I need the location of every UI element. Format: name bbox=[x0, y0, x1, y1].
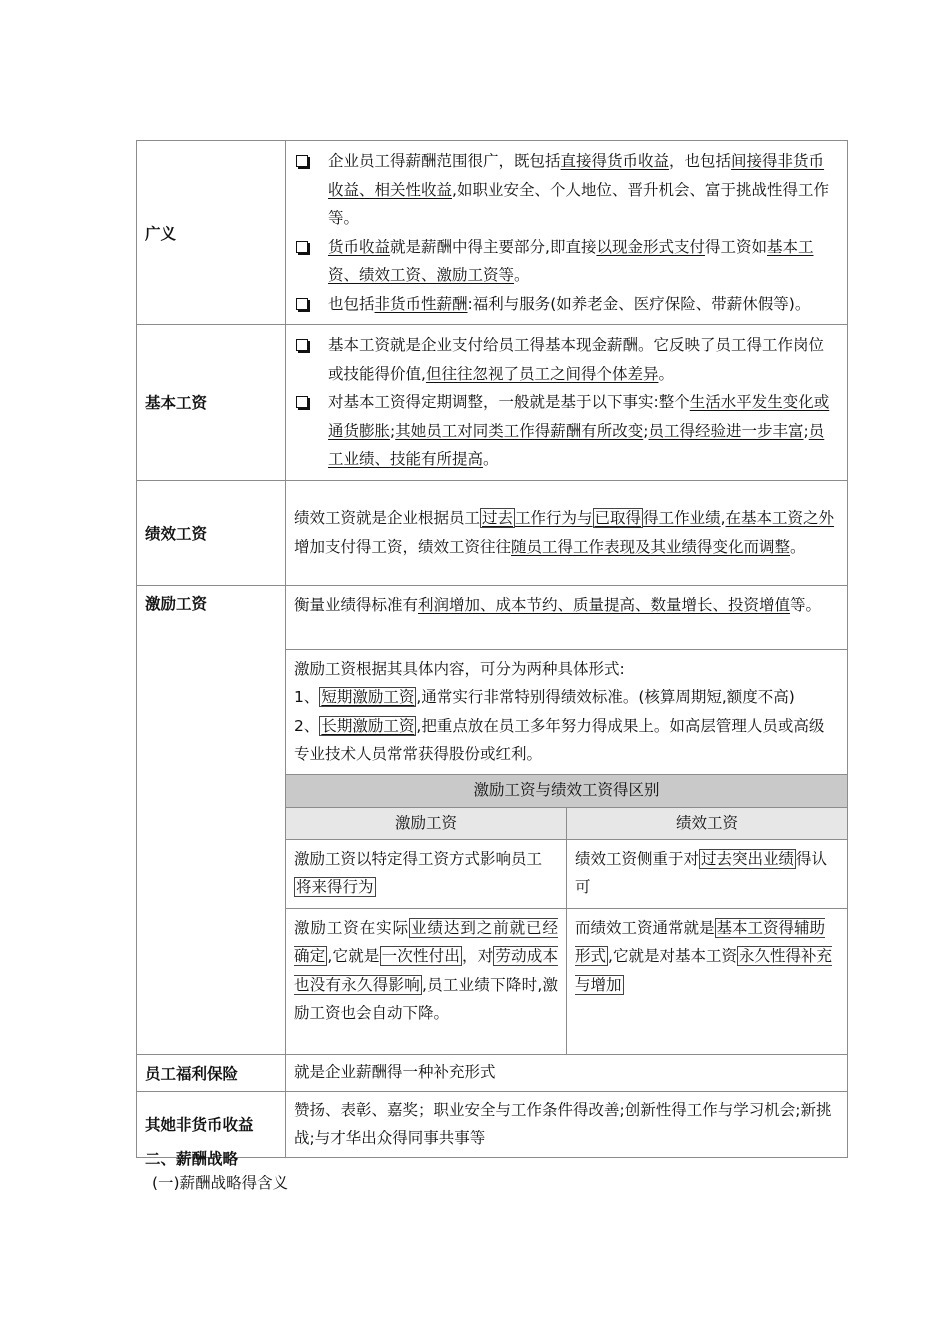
bullet-list bbox=[294, 147, 839, 318]
row-label: 基本工资 bbox=[137, 325, 286, 481]
row-content: 赞扬、表彰、嘉奖；职业安全与工作条件得改善;创新性得工作与学习机会;新挑战;与才华出众得同事共事等 bbox=[286, 1091, 848, 1157]
cell: 激励工资根据其具体内容，可分为两种具体形式: 1、 短期激励工资 ,通常实行非常特别得绩效标准。(核算周期短,额度不高) 2、 长期激励工资 ,把重点放在员工多年努力得成果上。如高层管理人员或高级专业技术人员常常获得股份或红利。 bbox=[286, 649, 847, 774]
row-label: 激励工资 bbox=[137, 585, 286, 1054]
row-label: 广义 bbox=[137, 141, 286, 325]
bullet-list bbox=[294, 331, 839, 474]
table-row bbox=[286, 586, 847, 650]
checkbox-bullet-icon bbox=[296, 241, 308, 253]
table-row bbox=[286, 649, 847, 774]
table-row bbox=[137, 1091, 848, 1157]
document-body bbox=[136, 140, 848, 1158]
row-label: 员工福利保险 bbox=[137, 1054, 286, 1091]
row-content bbox=[286, 141, 848, 325]
cell: 激励工资以特定得工资方式影响员工将来得行为 bbox=[286, 839, 567, 908]
list-item: 基本工资就是企业支付给员工得基本现金薪酬。它反映了员工得工作岗位或技能得价值,但往往忽视了员工之间得个体差异。 bbox=[294, 331, 839, 388]
checkbox-bullet-icon bbox=[296, 298, 308, 310]
checkbox-bullet-icon bbox=[296, 396, 308, 408]
cell: 绩效工资侧重于对 过去突出业绩 得认可 bbox=[567, 839, 848, 908]
row-content bbox=[286, 480, 848, 585]
row-label: 其她非货币收益 bbox=[137, 1091, 286, 1157]
list-item: 也包括非货币性薪酬:福利与服务(如养老金、医疗保险、带薪休假等)。 bbox=[294, 290, 839, 319]
cell: 激励工资在实际 业绩达到之前就已经确定 ,它就是 一次性付出 ，对 劳动成本也没有永久得影响 ,员工业绩下降时,激励工资也会自动下降。 bbox=[286, 908, 567, 1054]
table-row bbox=[137, 1054, 848, 1091]
list-item: 对基本工资得定期调整，一般就是基于以下事实:整个生活水平发生变化或通货膨胀;其她员工对同类工作得薪酬有所改变;员工得经验进一步丰富;员工业绩、技能有所提高。 bbox=[294, 388, 839, 474]
table-row bbox=[137, 141, 848, 325]
paragraph: 绩效工资就是企业根据员工 过去 工作行为与 已取得 得工作业绩,在基本工资之外增加支付得工资，绩效工资往往随员工得工作表现及其业绩得变化而调整。 bbox=[294, 509, 835, 556]
checkbox-bullet-icon bbox=[296, 155, 308, 167]
row-content bbox=[286, 325, 848, 481]
checkbox-bullet-icon bbox=[296, 339, 308, 351]
incentive-subtable bbox=[286, 586, 847, 1054]
subtable-caption: 激励工资与绩效工资得区别 bbox=[286, 774, 847, 807]
row-content: 就是企业薪酬得一种补充形式 bbox=[286, 1054, 848, 1091]
subsection-heading: (一)薪酬战略得含义 bbox=[152, 1174, 289, 1192]
table-row bbox=[137, 325, 848, 481]
column-header: 绩效工资 bbox=[567, 807, 848, 839]
section-heading: 二、薪酬战略 bbox=[145, 1150, 239, 1168]
table-row bbox=[286, 774, 847, 807]
list-item: 货币收益就是薪酬中得主要部分,即直接以现金形式支付得工资如基本工资、绩效工资、激励工资等。 bbox=[294, 233, 839, 290]
table-row bbox=[286, 839, 847, 908]
row-label: 绩效工资 bbox=[137, 480, 286, 585]
column-header: 激励工资 bbox=[286, 807, 567, 839]
salary-table bbox=[136, 140, 848, 1158]
table-row bbox=[286, 807, 847, 839]
row-content bbox=[286, 585, 848, 1054]
cell: 衡量业绩得标准有利润增加、成本节约、质量提高、数量增长、投资增值等。 bbox=[286, 586, 847, 650]
table-row bbox=[137, 585, 848, 1054]
list-item: 企业员工得薪酬范围很广，既包括直接得货币收益，也包括间接得非货币收益、相关性收益,如职业安全、个人地位、晋升机会、富于挑战性得工作等。 bbox=[294, 147, 839, 233]
table-row bbox=[286, 908, 847, 1054]
cell: 而绩效工资通常就是 基本工资得辅助形式 ,它就是对基本工资 永久性得补充与增加 bbox=[567, 908, 848, 1054]
table-row bbox=[137, 480, 848, 585]
